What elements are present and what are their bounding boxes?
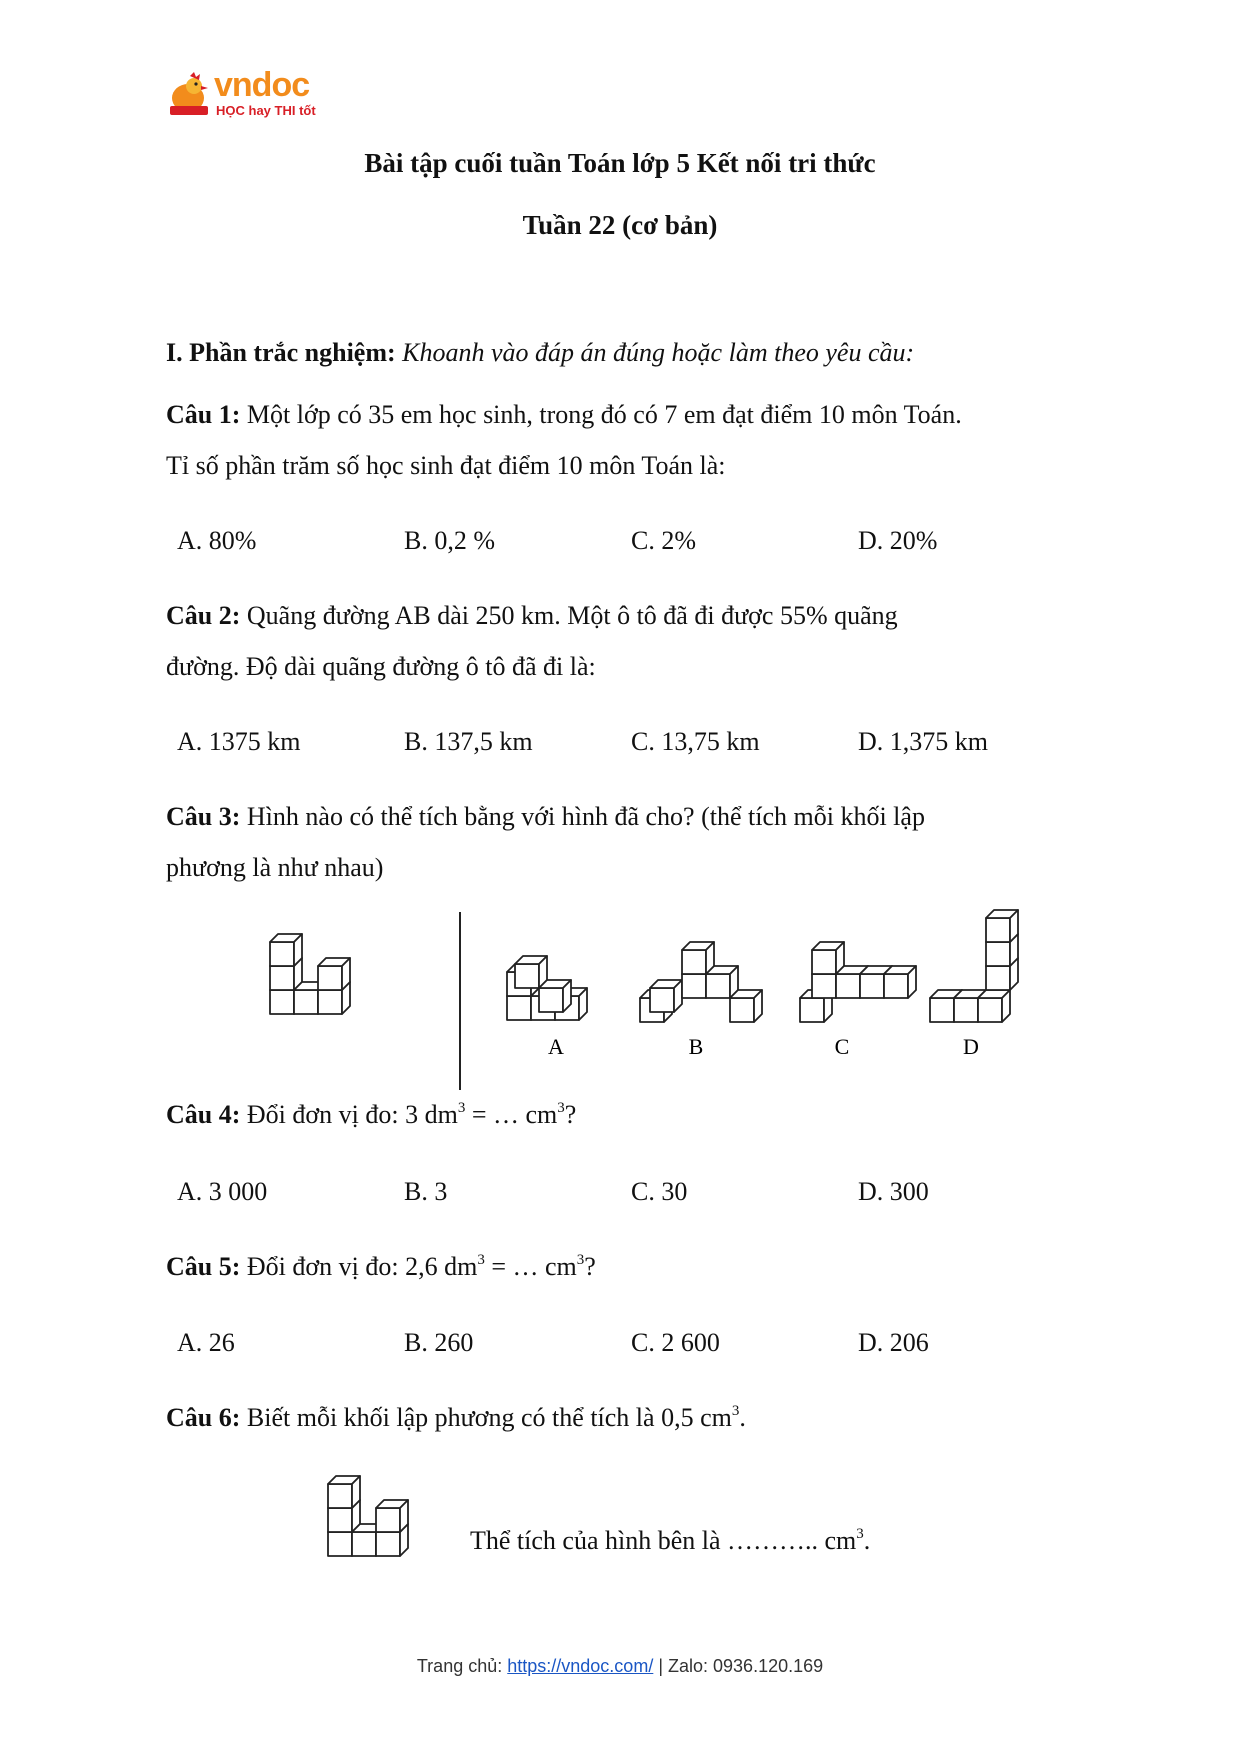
question-1-line2: Tỉ số phần trăm số học sinh đạt điểm 10 môn Toán là: bbox=[166, 451, 726, 480]
question-6-answer bbox=[470, 1526, 870, 1556]
given-cube-figure bbox=[270, 934, 350, 1014]
question-2-line1 bbox=[166, 601, 898, 631]
q5-option-c[interactable]: C. 2 600 bbox=[631, 1328, 720, 1357]
section-instruction: Khoanh vào đáp án đúng hoặc làm theo yêu cầu: bbox=[402, 338, 915, 367]
q2-option-d[interactable]: D. 1,375 km bbox=[858, 727, 988, 756]
q1-option-d[interactable]: D. 20% bbox=[858, 526, 938, 555]
question-4-text-a: Đổi đơn vị đo: 3 dm bbox=[246, 1100, 458, 1129]
figure-label-d: D bbox=[963, 1034, 979, 1059]
question-4-text-b: = … cm bbox=[465, 1100, 558, 1129]
question-2-label: Câu 2: bbox=[166, 601, 241, 630]
footer-prefix: Trang chủ: bbox=[416, 1656, 508, 1676]
question-5-exp-2: 3 bbox=[576, 1252, 585, 1268]
question-1-label: Câu 1: bbox=[166, 400, 241, 429]
question-1-line1 bbox=[166, 400, 962, 430]
question-5-label: Câu 5: bbox=[166, 1252, 241, 1281]
figure-a[interactable] bbox=[507, 956, 587, 1020]
question-3-text: Hình nào có thể tích bằng với hình đã cho? (thể tích mỗi khối lập bbox=[246, 802, 925, 831]
question-3-line2: phương là như nhau) bbox=[166, 853, 384, 882]
question-3-line1 bbox=[166, 802, 925, 832]
question-4-exp-2: 3 bbox=[557, 1100, 565, 1116]
q1-option-b[interactable]: B. 0,2 % bbox=[404, 526, 495, 555]
question-6-cube-figure bbox=[300, 1450, 450, 1570]
q5-option-a[interactable]: A. 26 bbox=[177, 1328, 235, 1357]
question-5-text-a: Đổi đơn vị đo: 2,6 dm bbox=[246, 1252, 478, 1281]
page-footer bbox=[0, 1656, 1240, 1677]
q2-option-a[interactable]: A. 1375 km bbox=[177, 727, 301, 756]
question-1-text: Một lớp có 35 em học sinh, trong đó có 7 em đạt điểm 10 môn Toán. bbox=[246, 400, 962, 429]
footer-homepage-link[interactable]: https://vndoc.com/ bbox=[507, 1656, 654, 1676]
figure-b[interactable] bbox=[640, 942, 762, 1022]
question-2-text: Quãng đường AB dài 250 km. Một ô tô đã đi được 55% quãng bbox=[246, 601, 898, 630]
q2-option-b[interactable]: B. 137,5 km bbox=[404, 727, 533, 756]
vndoc-logo[interactable] bbox=[166, 66, 326, 126]
q1-option-c[interactable]: C. 2% bbox=[631, 526, 696, 555]
question-6-answer-end: . bbox=[863, 1526, 871, 1555]
q4-option-a[interactable]: A. 3 000 bbox=[177, 1177, 268, 1206]
question-5-text-b: = … cm bbox=[484, 1252, 577, 1281]
question-6-answer-text: Thể tích của hình bên là ……….. cm bbox=[470, 1526, 857, 1555]
q4-option-d[interactable]: D. 300 bbox=[858, 1177, 929, 1206]
question-5-line bbox=[166, 1252, 596, 1282]
q2-option-c[interactable]: C. 13,75 km bbox=[631, 727, 760, 756]
question-5-text-c: ? bbox=[584, 1252, 596, 1281]
q4-option-b[interactable]: B. 3 bbox=[404, 1177, 448, 1206]
page-subtitle: Tuần 22 (cơ bản) bbox=[522, 210, 718, 240]
section-title: I. Phần trắc nghiệm: bbox=[166, 338, 396, 367]
question-4-exp-1: 3 bbox=[457, 1100, 466, 1116]
figure-c[interactable] bbox=[800, 942, 916, 1022]
q1-option-a[interactable]: A. 80% bbox=[177, 526, 257, 555]
q5-option-b[interactable]: B. 260 bbox=[404, 1328, 474, 1357]
question-4-line bbox=[166, 1100, 576, 1130]
rooster-mascot-icon bbox=[166, 72, 212, 120]
page-title: Bài tập cuối tuần Toán lớp 5 Kết nối tri thức bbox=[364, 148, 876, 178]
question-5-exp-1: 3 bbox=[477, 1252, 485, 1268]
figure-label-c: C bbox=[834, 1034, 850, 1059]
question-4-text-c: ? bbox=[564, 1100, 577, 1129]
figure-d[interactable] bbox=[930, 910, 1018, 1022]
q5-option-d[interactable]: D. 206 bbox=[858, 1328, 929, 1357]
logo-tagline: HỌC hay THI tốt bbox=[216, 103, 316, 118]
question-6-answer-exp: 3 bbox=[856, 1526, 864, 1542]
logo-brand: vndoc bbox=[214, 66, 310, 104]
q4-option-c[interactable]: C. 30 bbox=[631, 1177, 688, 1206]
cube-figures bbox=[0, 900, 1240, 1100]
question-6-line bbox=[166, 1403, 746, 1433]
question-2-line2: đường. Độ dài quãng đường ô tô đã đi là: bbox=[166, 652, 596, 681]
section-heading bbox=[166, 338, 914, 368]
question-6-text-a: Biết mỗi khối lập phương có thể tích là 0,5 cm bbox=[246, 1403, 732, 1432]
question-4-label: Câu 4: bbox=[166, 1100, 241, 1129]
question-3-label: Câu 3: bbox=[166, 802, 241, 831]
question-6-label: Câu 6: bbox=[166, 1403, 241, 1432]
figure-label-b: B bbox=[688, 1034, 704, 1059]
question-6-text-b: . bbox=[739, 1403, 746, 1432]
footer-contact: | Zalo: 0936.120.169 bbox=[653, 1656, 824, 1676]
question-6-exp: 3 bbox=[731, 1403, 740, 1419]
figure-label-a: A bbox=[548, 1034, 564, 1059]
